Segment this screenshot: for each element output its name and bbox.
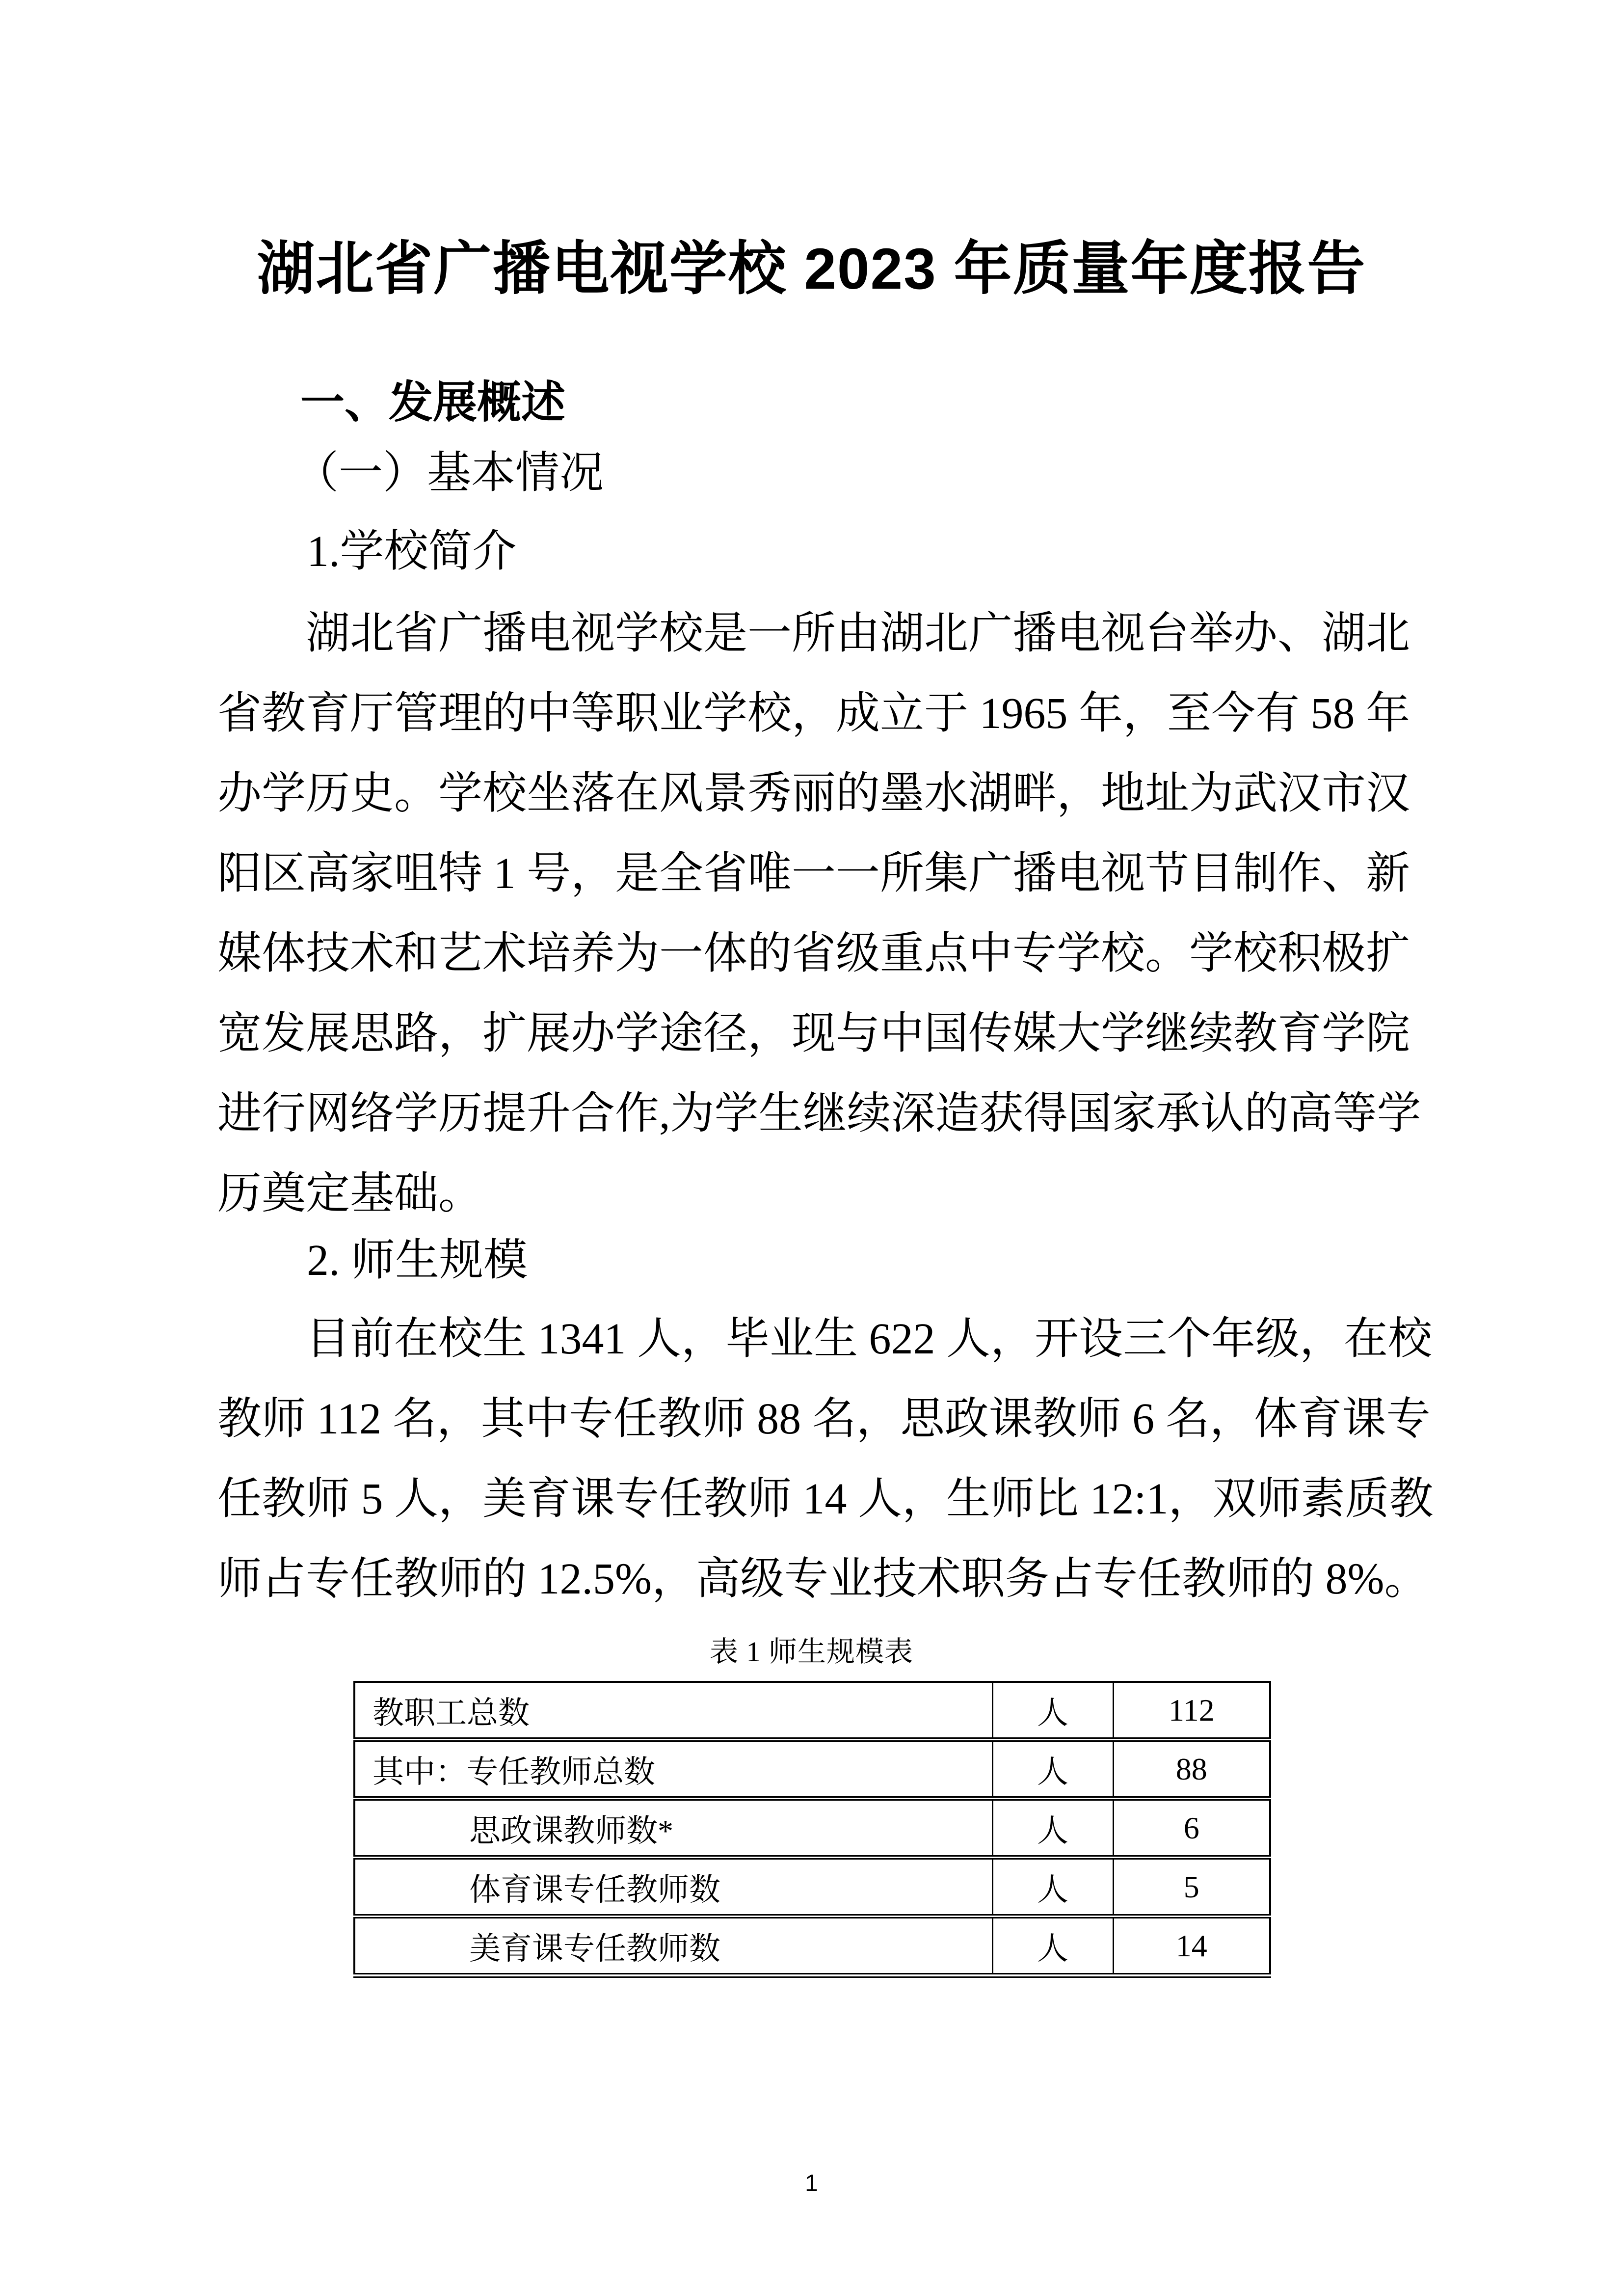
scale-paragraph	[217, 1299, 1434, 1619]
intro-paragraph	[217, 594, 1421, 1234]
row-unit: 人	[992, 1858, 1113, 1917]
row-unit: 人	[992, 1682, 1113, 1740]
document-title: 湖北省广播电视学校 2023 年质量年度报告	[257, 237, 1366, 301]
paragraph-line: 宽发展思路，扩展办学途径，现与中国传媒大学继续教育学院	[217, 1009, 1410, 1058]
page-number: 1	[805, 2170, 818, 2196]
row-label: 教职工总数	[354, 1682, 992, 1740]
paragraph-line: 省教育厅管理的中等职业学校，成立于 1965 年，至今有 58 年	[217, 689, 1410, 738]
paragraph-line: 媒体技术和艺术培养为一体的省级重点中专学校。学校积极扩	[217, 929, 1410, 978]
table-row	[354, 1858, 1270, 1917]
paragraph-line: 阳区高家咀特 1 号，是全省唯一一所集广播电视节目制作、新	[217, 849, 1410, 898]
row-value: 6	[1113, 1799, 1270, 1858]
row-label: 美育课专任教师数	[354, 1917, 992, 1976]
table-caption: 表 1 师生规模表	[709, 1636, 913, 1668]
row-unit: 人	[992, 1740, 1113, 1799]
row-unit: 人	[992, 1917, 1113, 1976]
heading-school-intro: 1.学校简介	[307, 527, 517, 576]
row-label: 体育课专任教师数	[354, 1858, 992, 1917]
table-row	[354, 1799, 1270, 1858]
heading-basic-info: （一）基本情况	[294, 449, 604, 497]
paragraph-line: 任教师 5 人，美育课专任教师 14 人，生师比 12:1，双师素质教	[217, 1475, 1434, 1523]
teacher-student-scale-table	[353, 1681, 1271, 1978]
table-row	[354, 1682, 1270, 1740]
paragraph-line: 目前在校生 1341 人，毕业生 622 人，开设三个年级，在校	[306, 1315, 1432, 1363]
row-value: 112	[1113, 1682, 1270, 1740]
row-label: 其中：专任教师总数	[354, 1740, 992, 1799]
heading-teacher-student-scale: 2. 师生规模	[307, 1236, 528, 1285]
row-label: 思政课教师数*	[354, 1799, 992, 1858]
row-value: 88	[1113, 1740, 1270, 1799]
paragraph-line: 办学历史。学校坐落在风景秀丽的墨水湖畔，地址为武汉市汉	[217, 769, 1410, 818]
paragraph-line: 进行网络学历提升合作,为学生继续深造获得国家承认的高等学	[217, 1089, 1421, 1138]
row-unit: 人	[992, 1799, 1113, 1858]
paragraph-line: 湖北省广播电视学校是一所由湖北广播电视台举办、湖北	[306, 609, 1410, 658]
row-value: 14	[1113, 1917, 1270, 1976]
table-row	[354, 1917, 1270, 1976]
table-row	[354, 1740, 1270, 1799]
paragraph-line: 教师 112 名，其中专任教师 88 名，思政课教师 6 名，体育课专	[217, 1395, 1431, 1443]
paragraph-line: 历奠定基础。	[217, 1169, 482, 1218]
heading-overview: 一、发展概述	[300, 378, 565, 427]
row-value: 5	[1113, 1858, 1270, 1917]
paragraph-line: 师占专任教师的 12.5%，高级专业技术职务占专任教师的 8%。	[217, 1555, 1429, 1603]
